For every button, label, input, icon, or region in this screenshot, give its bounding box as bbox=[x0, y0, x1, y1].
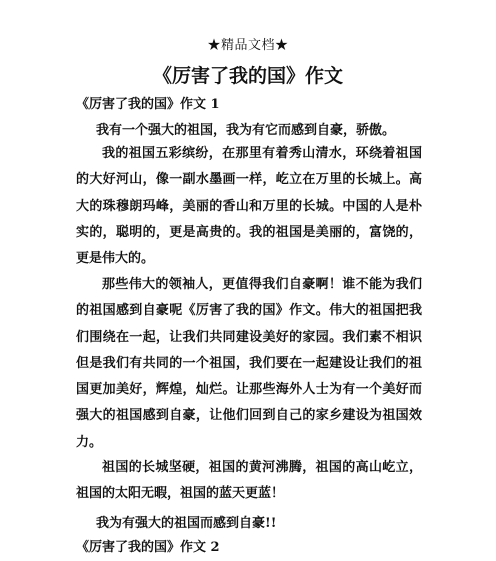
paragraph-3: 那些伟大的领袖人，更值得我们自豪啊！谁不能为我们的祖国感到自豪呢《厉害了我的国》作文。伟大的祖国把我们围绕在一起，让我们共同建设美好的家园。我们素不相识但是我们有共同的一个祖国，我们要在一起建设让我们的祖国更加美好，辉煌，灿烂。让那些海外人士为有一个美好而强大的祖国感到自豪，让他们回到自己的家乡建设为祖国效力。 bbox=[76, 277, 422, 450]
paragraph-5: 我为有强大的祖国而感到自豪!! bbox=[96, 516, 277, 531]
section-1-heading: 《厉害了我的国》作文 1 bbox=[76, 97, 220, 112]
paragraph-2: 我的祖国五彩缤纷，在那里有着秀山清水，环绕着祖国的大好河山，像一副水墨画一样，屹立在万里的长城上。高大的珠穆朗玛峰，美丽的香山和万里的长城。中国的人是朴实的，聪明的，更是高贵的。我的祖国是美丽的，富饶的，更是伟大的。 bbox=[76, 146, 422, 267]
header-mark: ★精品文档★ bbox=[207, 38, 289, 53]
paragraph-4: 祖国的长城坚硬，祖国的黄河沸腾，祖国的高山屹立，祖国的太阳无暇，祖国的蓝天更蓝！ bbox=[76, 460, 422, 502]
paragraph-1: 我有一个强大的祖国，我为有它而感到自豪，骄傲。 bbox=[96, 123, 396, 138]
section-2-heading: 《厉害了我的国》作文 2 bbox=[76, 540, 220, 555]
document-title: 《厉害了我的国》作文 bbox=[152, 65, 343, 87]
